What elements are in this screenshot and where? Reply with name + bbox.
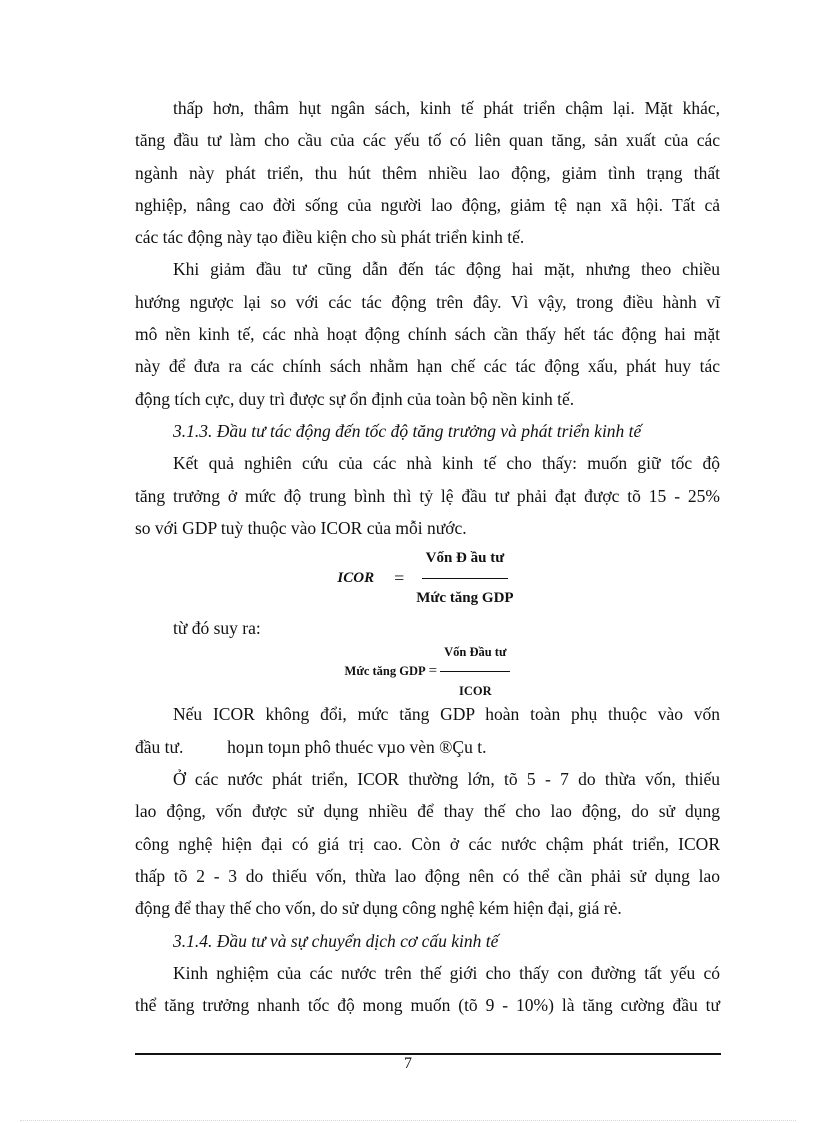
text-line: Kinh nghiệm của các nước trên thế giới cho thấy con đường tất yếu có <box>173 962 720 983</box>
paragraph-3 <box>135 447 720 544</box>
formula-denominator: Mức tăng GDP <box>416 589 514 606</box>
page-edge-dotted-line <box>20 1120 796 1121</box>
text-line: Khi giảm đầu tư cũng dẫn đến tác động hai mặt, nhưng theo chiều <box>173 259 720 280</box>
text-line: tăng trưởng ở mức độ trung bình thì tỷ lệ đầu tư phải đạt được tõ 15 - 25% <box>135 485 720 506</box>
text-line: mô nền kinh tế, các nhà hoạt động chính sách cần thấy hết tác động hai mặt <box>135 324 720 345</box>
formula-equals: = <box>428 663 438 680</box>
text-line: động để thay thế cho vốn, do sử dụng công nghệ kém hiện đại, giá rẻ. <box>135 898 622 919</box>
formula-numerator: Vốn Đầu tư <box>440 636 510 672</box>
text-line: tăng đầu tư làm cho cầu của các yếu tố có liên quan tăng, sản xuất của các <box>135 130 720 151</box>
text-line: công nghệ hiện đại có giá trị cao. Còn ở các nước chậm phát triển, ICOR <box>135 833 720 854</box>
paragraph-2 <box>135 253 720 414</box>
icor-formula <box>135 544 720 612</box>
paragraph-7 <box>135 957 720 1022</box>
text-line: Nếu ICOR không đổi, mức tăng GDP hoàn toàn phụ thuộc vào vốn <box>173 704 720 725</box>
text-line: thấp hơn, thâm hụt ngân sách, kinh tế phát triển chậm lại. Mặt khác, <box>173 98 720 118</box>
formula-lhs: Mức tăng GDP <box>344 664 426 679</box>
body-text <box>135 92 720 1021</box>
page-number: 7 <box>404 1055 412 1072</box>
paragraph-5 <box>135 698 720 763</box>
section-heading-3-1-4: 3.1.4. Đầu tư và sự chuyển dịch cơ cấu kinh tế <box>173 930 499 951</box>
text-line: này để đưa ra các chính sách nhằm hạn chế các tác động xấu, phát huy tác <box>135 356 720 377</box>
text-line: từ đó suy ra: <box>173 618 261 639</box>
text-line: nghiệp, nâng cao đời sống của người lao động, giảm tệ nạn xã hội. Tất cả <box>135 194 720 215</box>
formula-lhs: ICOR <box>337 570 375 586</box>
text-line: hướng ngược lại so với các tác động trên đây. Vì vậy, trong điều hành vĩ <box>135 291 720 312</box>
text-line: Ở các nước phát triển, ICOR thường lớn, tõ 5 - 7 do thừa vốn, thiếu <box>173 769 720 790</box>
formula-denominator: ICOR <box>458 683 492 698</box>
formula-fraction <box>412 542 517 614</box>
paragraph-1 <box>135 92 720 253</box>
formula-equals: = <box>394 568 405 588</box>
text-line: ngành này phát triển, thu hút thêm nhiều lao động, giảm tình trạng thất <box>135 162 720 183</box>
text-line: động tích cực, duy trì được sự ổn định của toàn bộ nền kinh tế. <box>135 388 575 409</box>
text-line: Kết quả nghiên cứu của các nhà kinh tế cho thấy: muốn giữ tốc độ <box>173 453 720 474</box>
text-line: các tác động này tạo điều kiện cho sù phát triển kinh tế. <box>135 227 525 248</box>
paragraph-6 <box>135 763 720 924</box>
text-line: lao động, vốn được sử dụng nhiều để thay thế cho lao động, do sử dụng <box>135 801 720 822</box>
text-line: so với GDP tuỳ thuộc vào ICOR của mỗi nước. <box>135 517 467 538</box>
formula-numerator: Vốn Đ ầu tư <box>422 542 509 578</box>
section-heading-3-1-3: 3.1.3. Đầu tư tác động đến tốc độ tăng trưởng và phát triển kinh tế <box>173 420 642 441</box>
formula-fraction <box>440 636 510 708</box>
text-line: đầu tư. hoµn toµn phô thuéc vµo vèn ®Çu t. <box>135 736 487 757</box>
text-line: thể tăng trưởng nhanh tốc độ mong muốn (tõ 9 - 10%) là tăng cường đầu tư <box>135 995 720 1016</box>
text-line: thấp tõ 2 - 3 do thiếu vốn, thừa lao động nên có thể cần phải sử dụng lao <box>135 865 720 886</box>
gdp-growth-formula <box>135 644 720 698</box>
